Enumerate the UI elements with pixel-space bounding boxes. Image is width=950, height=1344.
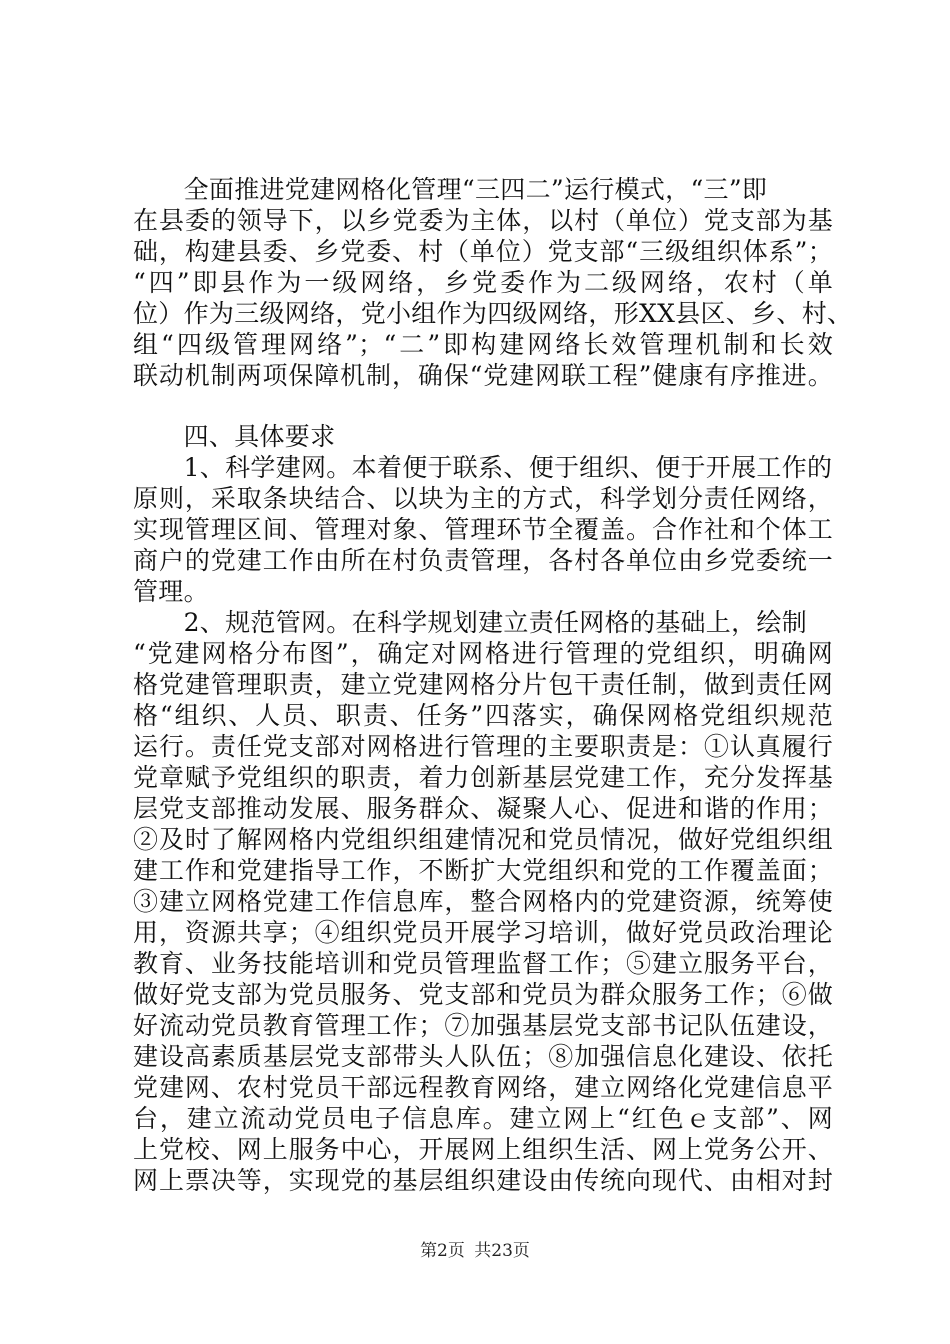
page-number: 第2页	[420, 1241, 465, 1261]
text-line: 建工作和党建指导工作，不断扩大党组织和党的工作覆盖面；	[133, 856, 833, 885]
text-line: “党建网格分布图”，确定对网格进行管理的党组织，明确网	[133, 639, 833, 668]
text-line: 网上票决等，实现党的基层组织建设由传统向现代、由相对封	[133, 1166, 833, 1195]
text-line: 格“组织、人员、职责、任务”四落实，确保网格党组织规范	[133, 701, 833, 730]
text-line: 实现管理区间、管理对象、管理环节全覆盖。合作社和个体工	[133, 515, 833, 544]
page-footer	[0, 1240, 950, 1262]
text-line: 2、规范管网。在科学规划建立责任网格的基础上，绘制	[133, 608, 808, 637]
text-line: 用，资源共享；④组织党员开展学习培训，做好党员政治理论	[133, 918, 833, 947]
text-line: 全面推进党建网格化管理“三四二”运行模式，“三”即	[133, 175, 768, 204]
text-line: 组“四级管理网络”；“二”即构建网络长效管理机制和长效	[133, 330, 833, 359]
text-line: 联动机制两项保障机制，确保“党建网联工程”健康有序推进。	[133, 361, 833, 390]
section-heading: 四、具体要求	[133, 422, 336, 451]
text-line: 管理。	[133, 577, 209, 606]
text-line: 商户的党建工作由所在村负责管理，各村各单位由乡党委统一	[133, 546, 833, 575]
text-line: 党建网、农村党员干部远程教育网络，建立网络化党建信息平	[133, 1073, 833, 1102]
text-line: 做好党支部为党员服务、党支部和党员为群众服务工作；⑥做	[133, 980, 833, 1009]
text-line: 在县委的领导下，以乡党委为主体，以村（单位）党支部为基	[133, 206, 833, 235]
text-line: 位）作为三级网络，党小组作为四级网络，形XX县区、乡、村、	[133, 299, 853, 328]
text-line: 格党建管理职责，建立党建网格分片包干责任制，做到责任网	[133, 670, 833, 699]
text-line: 原则，采取条块结合、以块为主的方式，科学划分责任网络，	[133, 484, 833, 513]
page-total: 共23页	[474, 1241, 530, 1261]
text-line: 教育、业务技能培训和党员管理监督工作；⑤建立服务平台，	[133, 949, 833, 978]
text-line: 1、科学建网。本着便于联系、便于组织、便于开展工作的	[133, 453, 833, 482]
text-line: 建设高素质基层党支部带头人队伍；⑧加强信息化建设、依托	[133, 1042, 833, 1071]
text-line: ②及时了解网格内党组织组建情况和党员情况，做好党组织组	[133, 825, 833, 854]
text-line: 础，构建县委、乡党委、村（单位）党支部“三级组织体系”；	[133, 237, 833, 266]
text-line: 好流动党员教育管理工作；⑦加强基层党支部书记队伍建设，	[133, 1011, 833, 1040]
text-line: 台，建立流动党员电子信息库。建立网上“红色ｅ支部”、网	[133, 1104, 833, 1133]
text-line: 运行。责任党支部对网格进行管理的主要职责是：①认真履行	[133, 732, 833, 761]
text-line: 党章赋予党组织的职责，着力创新基层党建工作，充分发挥基	[133, 763, 833, 792]
text-line: ③建立网格党建工作信息库，整合网格内的党建资源，统筹使	[133, 887, 833, 916]
text-line: “四”即县作为一级网络，乡党委作为二级网络，农村（单	[133, 268, 833, 297]
text-line: 层党支部推动发展、服务群众、凝聚人心、促进和谐的作用；	[133, 794, 833, 823]
text-line: 上党校、网上服务中心，开展网上组织生活、网上党务公开、	[133, 1135, 833, 1164]
